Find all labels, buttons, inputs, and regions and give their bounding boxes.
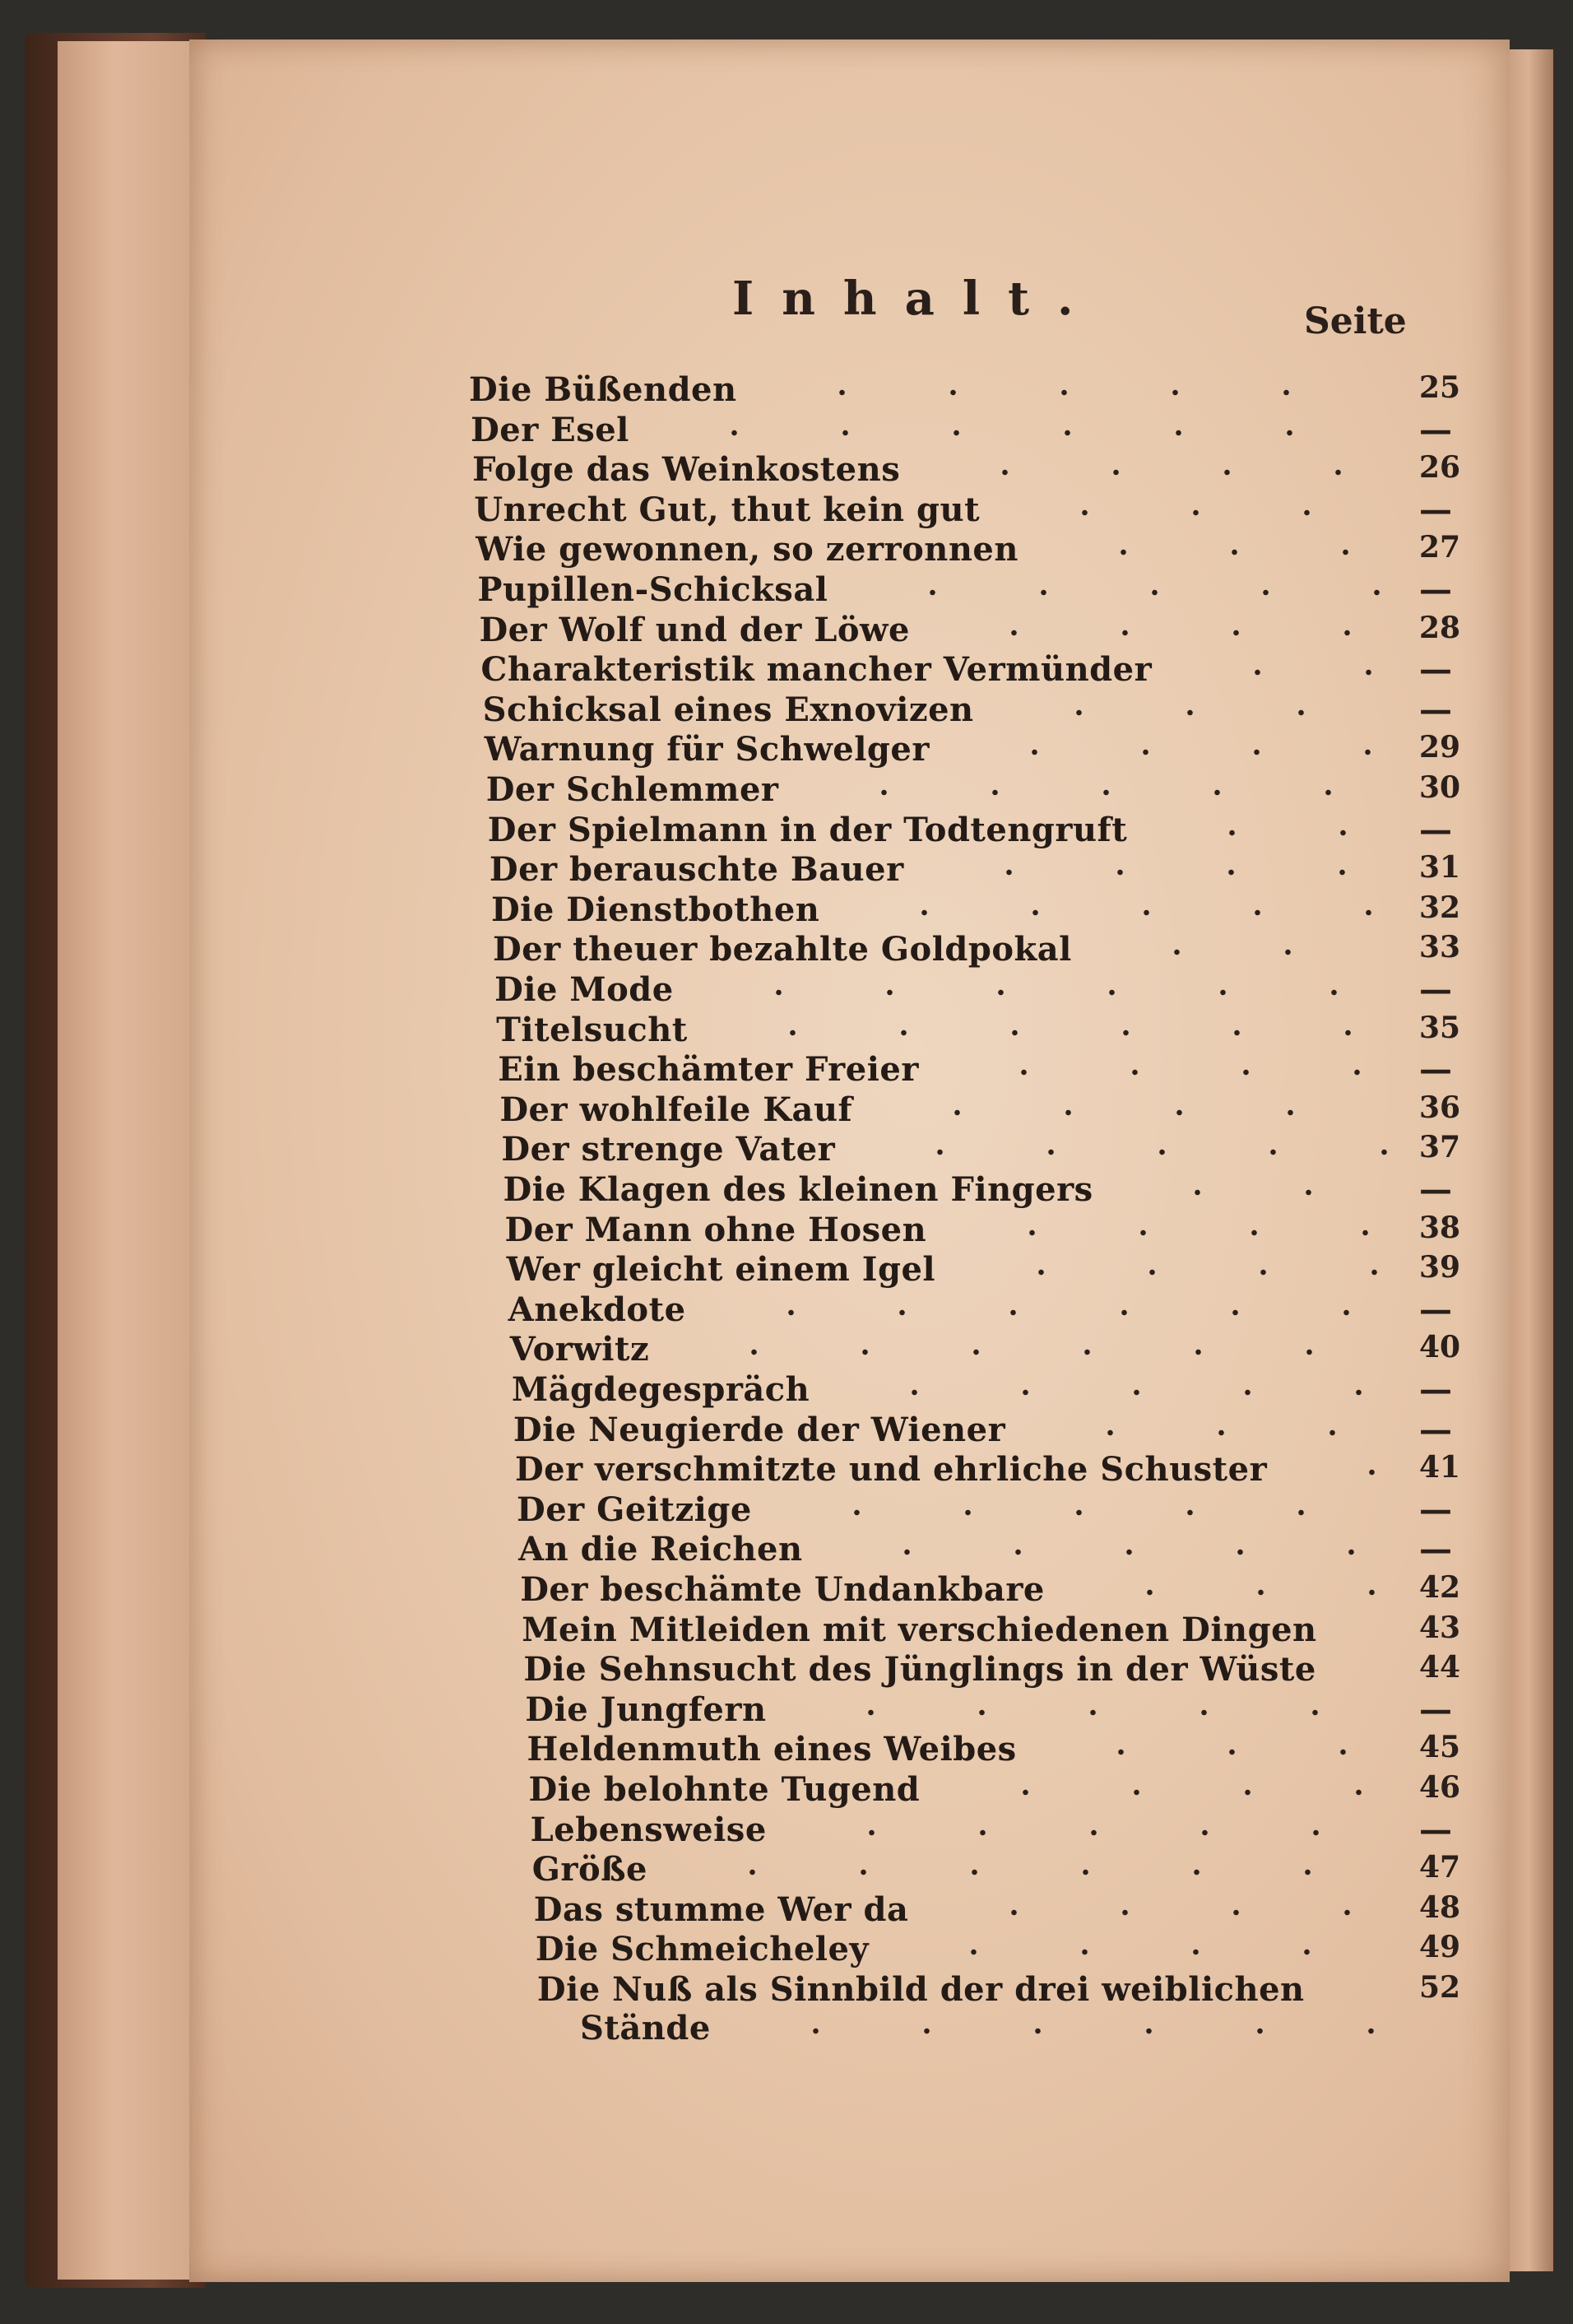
- toc-leader-dots: [783, 1829, 1394, 1837]
- toc-entry-title: An die Reichen: [518, 1530, 803, 1569]
- toc-entry: [525, 1690, 1456, 1735]
- toc-leader-dots: [819, 1548, 1394, 1556]
- toc-entry-title: Wie gewonnen, so zerronnen: [476, 530, 1019, 569]
- toc-entry: [531, 1810, 1456, 1855]
- toc-entry-page: —: [1418, 1370, 1452, 1409]
- toc-entry-title: Mägdegespräch: [511, 1370, 810, 1409]
- toc-entry: [498, 1050, 1456, 1095]
- toc-entry: [520, 1570, 1461, 1615]
- toc-entry-page: —: [1418, 1290, 1452, 1329]
- toc-leader-dots: [704, 1029, 1394, 1037]
- toc-leader-dots: [926, 629, 1394, 637]
- toc-entry-title: Die Dienstbothen: [490, 890, 820, 929]
- toc-entry-title: Charakteristik mancher Vermünder: [480, 650, 1153, 690]
- toc-leader-dots: [690, 988, 1394, 997]
- toc-entry-title: Schicksal eines Exnovizen: [482, 690, 974, 729]
- toc-leader-dots: [937, 1788, 1394, 1796]
- toc-entry: [512, 1370, 1456, 1415]
- toc-entry-page: —: [1418, 1810, 1452, 1849]
- toc-leader-dots: [935, 1068, 1394, 1076]
- toc-leader-dots: [1109, 1188, 1394, 1197]
- toc-entry-title: Unrecht Gut, thut kein gut: [474, 490, 981, 529]
- toc-leader-dots: [1032, 1748, 1394, 1756]
- toc-entry: [499, 1090, 1461, 1135]
- toc-entry-title: Wer gleicht einem Igel: [506, 1250, 936, 1290]
- toc-entry-title: Titelsucht: [496, 1010, 688, 1049]
- toc-entry-page: 25: [1419, 370, 1461, 405]
- toc-entry: [483, 690, 1456, 735]
- toc-entry-title: Die Büßenden: [469, 370, 737, 409]
- toc-entry-title: Die Schmeicheley: [535, 1930, 870, 1969]
- toc-entry-title: Der Spielmann in der Todtengruft: [487, 810, 1128, 849]
- toc-leader-dots: [646, 429, 1394, 437]
- toc-entry-title: Der wohlfeile Kauf: [499, 1090, 853, 1129]
- toc-entry: [513, 1411, 1456, 1455]
- toc-entry-page: —: [1418, 1490, 1452, 1529]
- toc-entry-page: 52: [1418, 1970, 1461, 2005]
- toc-entry-page: 35: [1418, 1010, 1461, 1045]
- toc-leader-dots: [944, 1229, 1394, 1237]
- toc-entry: [484, 730, 1461, 774]
- toc-leader-dots: [796, 788, 1394, 797]
- toc-entry-page: 33: [1418, 930, 1461, 965]
- toc-leader-dots: [946, 748, 1394, 756]
- toc-entry: [501, 1130, 1461, 1174]
- toc-entry-title: Der strenge Vater: [501, 1130, 836, 1169]
- toc-entry: [472, 450, 1461, 495]
- toc-entry: [580, 2009, 1456, 2053]
- toc-leader-dots: [869, 1109, 1394, 1117]
- toc-entry-page: 38: [1418, 1210, 1461, 1245]
- toc-entry-page: 27: [1418, 530, 1461, 565]
- toc-entry-title: Die Nuß als Sinnbild der drei weiblichen: [536, 1970, 1305, 2009]
- toc-entry-page: —: [1418, 690, 1452, 729]
- toc-leader-dots: [666, 1348, 1394, 1356]
- toc-entry-page: 45: [1418, 1730, 1461, 1765]
- toc-leader-dots: [926, 1908, 1394, 1917]
- toc-leader-dots: [1061, 1588, 1394, 1597]
- toc-entry: [514, 1450, 1461, 1494]
- toc-entry: [489, 850, 1461, 895]
- toc-leader-dots: [1332, 1668, 1394, 1676]
- toc-entry-title: Pupillen-Schicksal: [477, 570, 828, 609]
- toc-entry: [477, 570, 1456, 615]
- toc-entry-page: 44: [1418, 1650, 1461, 1685]
- toc-entry-title: Folge das Weinkostens: [472, 450, 901, 490]
- toc-entry-page: 46: [1418, 1770, 1461, 1805]
- toc-entry-title: Heldenmuth eines Weibes: [527, 1730, 1017, 1769]
- toc-leader-dots: [844, 588, 1394, 597]
- toc-entry-page: 26: [1418, 450, 1461, 486]
- toc-entry-page: —: [1418, 1170, 1452, 1209]
- toc-entry-page: 49: [1418, 1930, 1461, 1965]
- toc-entry: [503, 1170, 1456, 1215]
- toc-entry-page: 42: [1418, 1570, 1461, 1605]
- toc-entry-page: —: [1418, 1690, 1452, 1729]
- toc-leader-dots: [836, 909, 1394, 917]
- toc-entry-title: Die Klagen des kleinen Fingers: [503, 1170, 1093, 1209]
- toc-entry-title: Die Sehnsucht des Jünglings in der Wüste: [523, 1650, 1316, 1690]
- toc-leader-dots: [916, 468, 1394, 476]
- toc-entry-page: —: [1418, 970, 1452, 1009]
- toc-entry-title: Die Neugierde der Wiener: [513, 1410, 1006, 1449]
- toc-entry: [522, 1610, 1461, 1655]
- toc-entry: [476, 530, 1461, 574]
- toc-entry-page: 36: [1418, 1090, 1461, 1125]
- toc-entry-title: Warnung für Schwelger: [484, 730, 930, 769]
- toc-entry: [485, 770, 1461, 815]
- toc-entry-page: 29: [1418, 730, 1461, 765]
- toc-entry: [493, 930, 1461, 974]
- toc-entry-title: Die Jungfern: [525, 1690, 767, 1729]
- toc-entry-title: Der beschämte Undankbare: [520, 1570, 1045, 1609]
- toc-entry: [479, 610, 1461, 655]
- toc-entry-page: 43: [1418, 1610, 1461, 1645]
- toc-entry: [474, 490, 1456, 535]
- toc-leader-dots: [727, 2027, 1394, 2035]
- toc-entry: [535, 1930, 1461, 1974]
- toc-entry-page: 30: [1418, 770, 1461, 805]
- toc-entry-page: —: [1418, 410, 1452, 449]
- toc-entry: [504, 1210, 1461, 1255]
- toc-entry: [469, 370, 1461, 415]
- toc-leader-dots: [1088, 948, 1394, 956]
- toc-entry-page: 48: [1418, 1889, 1461, 1925]
- toc-leader-dots: [885, 1948, 1394, 1956]
- toc-entry-page: —: [1418, 1410, 1452, 1449]
- toc-entry-title: Die Mode: [494, 970, 674, 1009]
- toc-leader-dots: [826, 1388, 1394, 1397]
- toc-entry: [496, 1010, 1461, 1055]
- page-heading: Inhalt.: [732, 272, 1102, 326]
- toc-leader-dots: [851, 1148, 1394, 1156]
- toc-entry-title: Der Esel: [471, 410, 629, 449]
- toc-leader-dots: [754, 388, 1394, 397]
- toc-entry-page: 37: [1418, 1130, 1461, 1165]
- toc-entry: [533, 1889, 1461, 1935]
- toc-leader-dots: [1333, 1629, 1394, 1637]
- toc-entry: [509, 1330, 1461, 1374]
- toc-entry-page: 32: [1418, 890, 1461, 925]
- toc-leader-dots: [1321, 1988, 1394, 1996]
- toc-entry-title: Das stumme Wer da: [533, 1889, 909, 1929]
- toc-entry: [488, 811, 1456, 855]
- toc-entry: [518, 1530, 1456, 1574]
- toc-entry: [527, 1730, 1461, 1774]
- toc-leader-dots: [1144, 829, 1394, 837]
- toc-leader-dots: [664, 1868, 1394, 1876]
- toc-leader-dots: [1035, 548, 1394, 556]
- toc-entry: [517, 1490, 1456, 1535]
- toc-leader-dots: [1022, 1429, 1394, 1437]
- toc-entry: [523, 1650, 1461, 1694]
- toc-entry-page: 47: [1418, 1850, 1461, 1885]
- toc-entry-page: —: [1418, 810, 1452, 849]
- toc-entry-page: 41: [1418, 1450, 1461, 1485]
- toc-leader-dots: [782, 1708, 1394, 1717]
- toc-entry: [471, 411, 1456, 455]
- toc-entry: [494, 970, 1456, 1015]
- toc-entry-title: Die belohnte Tugend: [528, 1770, 921, 1809]
- toc-entry: [528, 1770, 1461, 1815]
- toc-entry: [481, 650, 1456, 695]
- toc-entry-title: Der Geitzige: [517, 1490, 752, 1529]
- toc-entry-title: Der Wolf und der Löwe: [479, 610, 910, 649]
- toc-leader-dots: [768, 1508, 1394, 1517]
- toc-entry-title: Lebensweise: [530, 1810, 767, 1849]
- toc-entry-page: —: [1418, 490, 1452, 529]
- toc-entry-page: —: [1418, 650, 1452, 690]
- toc-entry-page: 40: [1418, 1330, 1461, 1365]
- toc-entry-page: 39: [1418, 1250, 1461, 1285]
- toc-entry-title: Der verschmitzte und ehrliche Schuster: [514, 1450, 1268, 1490]
- toc-entry-title: Anekdote: [508, 1290, 686, 1329]
- toc-leader-dots: [996, 509, 1394, 517]
- toc-entry-title: Der theuer bezahlte Goldpokal: [493, 930, 1072, 969]
- toc-leader-dots: [703, 1308, 1394, 1317]
- toc-entry-title: Der Mann ohne Hosen: [504, 1210, 927, 1249]
- toc-leader-dots: [1169, 668, 1394, 676]
- toc-entry-title: Vorwitz: [509, 1330, 650, 1369]
- toc-entry-title: Größe: [531, 1850, 647, 1889]
- toc-leader-dots: [921, 868, 1394, 876]
- toc-entry-title: Stände: [580, 2008, 711, 2047]
- toc-leader-dots: [1283, 1468, 1394, 1476]
- toc-entry-title: Mein Mitleiden mit verschiedenen Dingen: [522, 1610, 1317, 1649]
- toc-leader-dots: [953, 1268, 1394, 1276]
- toc-entry-title: Der Schlemmer: [485, 770, 779, 809]
- toc-entry-page: —: [1418, 1530, 1452, 1569]
- toc-entry-page: —: [1418, 570, 1452, 609]
- page-column-label: Seite: [1304, 300, 1407, 342]
- toc-entry-page: 28: [1418, 610, 1461, 645]
- toc-entry: [490, 890, 1461, 935]
- toc-leader-dots: [991, 709, 1394, 717]
- toc-entry-title: Der berauschte Bauer: [489, 850, 904, 890]
- right-page-edge: [1504, 49, 1553, 2271]
- toc-entry: [508, 1290, 1456, 1335]
- toc-entry-page: 31: [1418, 850, 1461, 885]
- toc-entry-page: —: [1418, 1050, 1452, 1090]
- toc-entry: [506, 1250, 1461, 1294]
- toc-entry: [531, 1850, 1461, 1894]
- toc-entry-title: Ein beschämter Freier: [498, 1050, 919, 1090]
